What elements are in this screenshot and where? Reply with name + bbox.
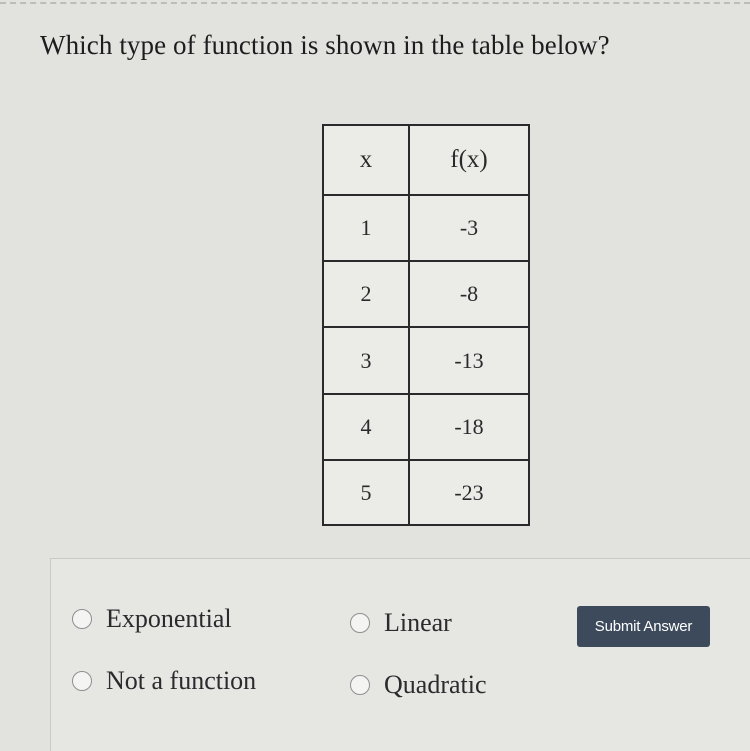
function-table-grid	[324, 126, 528, 524]
answer-panel	[50, 558, 750, 751]
cell-x: 2	[324, 261, 409, 327]
cell-fx: -23	[409, 460, 528, 524]
table-row	[324, 195, 528, 261]
option-exponential[interactable]	[72, 604, 232, 634]
cell-x: 3	[324, 327, 409, 393]
option-linear[interactable]	[350, 608, 452, 638]
cell-fx: -3	[409, 195, 528, 261]
cell-fx: -8	[409, 261, 528, 327]
option-quadratic[interactable]	[350, 670, 487, 700]
radio-button-icon[interactable]	[350, 675, 370, 695]
cell-x: 4	[324, 394, 409, 460]
table-row	[324, 261, 528, 327]
table-header-row	[324, 126, 528, 195]
radio-button-icon[interactable]	[72, 671, 92, 691]
table-row	[324, 327, 528, 393]
radio-button-icon[interactable]	[350, 613, 370, 633]
top-dashed-border	[0, 2, 750, 4]
option-label: Exponential	[106, 604, 232, 633]
column-header-fx: f(x)	[409, 126, 528, 195]
option-label: Quadratic	[384, 670, 487, 699]
option-label: Not a function	[106, 666, 257, 695]
radio-button-icon[interactable]	[72, 609, 92, 629]
question-text: Which type of function is shown in the table below?	[40, 30, 610, 60]
column-header-x: x	[324, 126, 409, 195]
option-not-a-function[interactable]	[72, 666, 256, 696]
submit-answer-button[interactable]: Submit Answer	[577, 606, 710, 647]
option-label: Linear	[384, 608, 452, 637]
cell-x: 1	[324, 195, 409, 261]
cell-fx: -13	[409, 327, 528, 393]
function-table	[322, 124, 530, 526]
table-row	[324, 394, 528, 460]
cell-fx: -18	[409, 394, 528, 460]
table-row	[324, 460, 528, 524]
cell-x: 5	[324, 460, 409, 524]
